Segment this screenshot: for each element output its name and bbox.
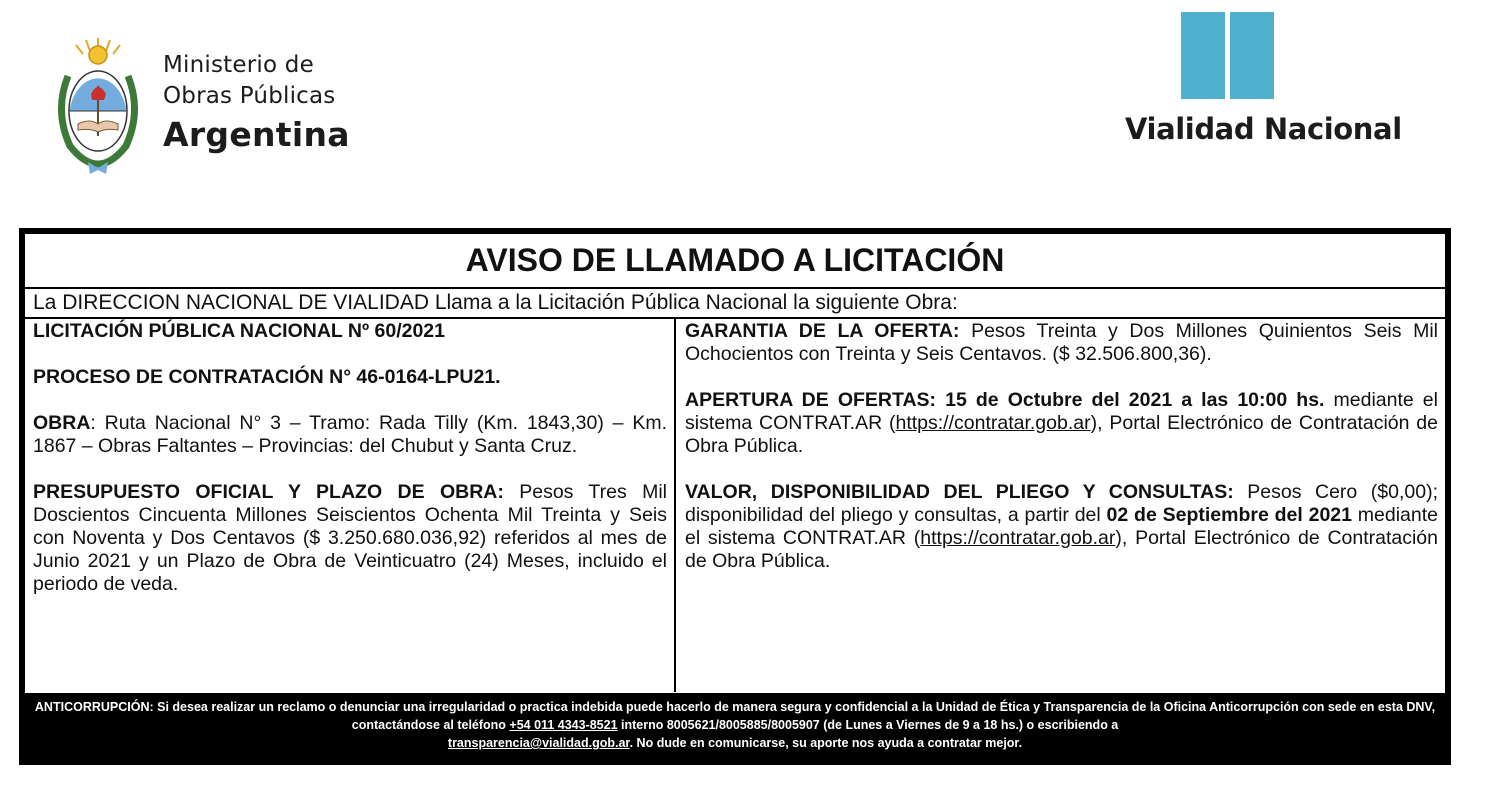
licitacion-number: LICITACIÓN PÚBLICA NACIONAL Nº 60/2021 [33, 320, 445, 342]
footer-label: ANTICORRUPCIÓN: [34, 700, 154, 714]
obra-text: : Ruta Nacional N° 3 – Tramo: Rada Tilly (Km. 1843,30) – Km. 1867 – Obras Faltantes – Provincias: del Chubut y Santa Cruz. [33, 412, 667, 457]
apertura-text-1: mediante el sistema CONTRAT.AR ( [685, 389, 1438, 434]
apertura-paragraph [685, 389, 1438, 458]
footer-text-3: . No dude en comunicarse, su aporte nos ayuda a contratar mejor. [629, 736, 1023, 750]
obra-paragraph [33, 412, 667, 458]
ministry-line-3: Argentina [163, 115, 350, 154]
apertura-text-2: ), Portal Electrónico de Contratación de Obra Pública. [685, 412, 1438, 457]
ministry-line-1: Ministerio de [163, 52, 314, 78]
proceso-number: PROCESO DE CONTRATACIÓN N° 46-0164-LPU21. [33, 366, 501, 388]
argentina-coat-of-arms-icon [50, 36, 146, 176]
footer-text-2: interno 8005621/8005885/8005907 (de Lunes a Viernes de 9 a 18 hs.) o escribiendo a [617, 718, 1119, 732]
ministry-wordmark [163, 52, 350, 154]
notice-title: AVISO DE LLAMADO A LICITACIÓN [25, 234, 1445, 289]
anticorruption-footer [25, 693, 1445, 759]
footer-phone-link[interactable]: +54 011 4343-8521 [509, 718, 618, 732]
right-column [676, 319, 1445, 692]
notice-columns [25, 319, 1445, 692]
valor-text-2: mediante el sistema CONTRAT.AR ( [685, 504, 1439, 549]
presupuesto-paragraph [33, 481, 667, 596]
vialidad-wordmark: Vialidad Nacional [1125, 112, 1402, 146]
presupuesto-text: Pesos Tres Mil Doscientos Cincuenta Millones Seiscientos Ochenta Mil Treinta y Seis con Noventa y Dos Centavos ($ 3.250.680.036,92) referidos al mes de Junio 2021 y un Plazo de Obra de Veinticuatro (24) Meses, incluido el periodo de veda. [33, 481, 667, 595]
left-column [25, 319, 676, 692]
footer-text-1: Si desea realizar un reclamo o denunciar una irregularidad o practica indebida puede hacerlo de manera segura y confidencial a la Unidad de Ética y Transparencia de la Oficina Anticorrupción con sede en esta DNV, contactándose al teléfono [153, 700, 1436, 732]
apertura-label: APERTURA DE OFERTAS: 15 de Octubre del 2021 a las 10:00 hs. [685, 389, 1325, 411]
presupuesto-label: PRESUPUESTO OFICIAL Y PLAZO DE OBRA: [33, 481, 504, 503]
footer-email-link[interactable]: transparencia@vialidad.gob.ar [447, 736, 630, 750]
notice-intro: La DIRECCION NACIONAL DE VIALIDAD Llama a la Licitación Pública Nacional la siguiente Obra: [25, 289, 1445, 319]
valor-text-3: ), Portal Electrónico de Contratación de Obra Pública. [685, 527, 1439, 572]
valor-label: VALOR, DISPONIBILIDAD DEL PLIEGO Y CONSULTAS: [685, 481, 1234, 503]
valor-link[interactable]: https://contratar.gob.ar [920, 527, 1116, 549]
valor-date: 02 de Septiembre del 2021 [1106, 504, 1352, 526]
tender-notice [19, 228, 1451, 765]
ministry-line-2: Obras Públicas [163, 83, 336, 109]
garantia-label: GARANTIA DE LA OFERTA: [685, 320, 960, 342]
garantia-paragraph [685, 320, 1438, 366]
garantia-text: Pesos Treinta y Dos Millones Quinientos Seis Mil Ochocientos con Treinta y Seis Centavos. ($ 32.506.800,36). [685, 320, 1438, 365]
apertura-link[interactable]: https://contratar.gob.ar [895, 412, 1091, 434]
obra-label: OBRA [33, 412, 91, 434]
valor-paragraph [685, 481, 1438, 573]
valor-text-1: Pesos Cero ($0,00); disponibilidad del pliego y consultas, a partir del [685, 481, 1439, 526]
